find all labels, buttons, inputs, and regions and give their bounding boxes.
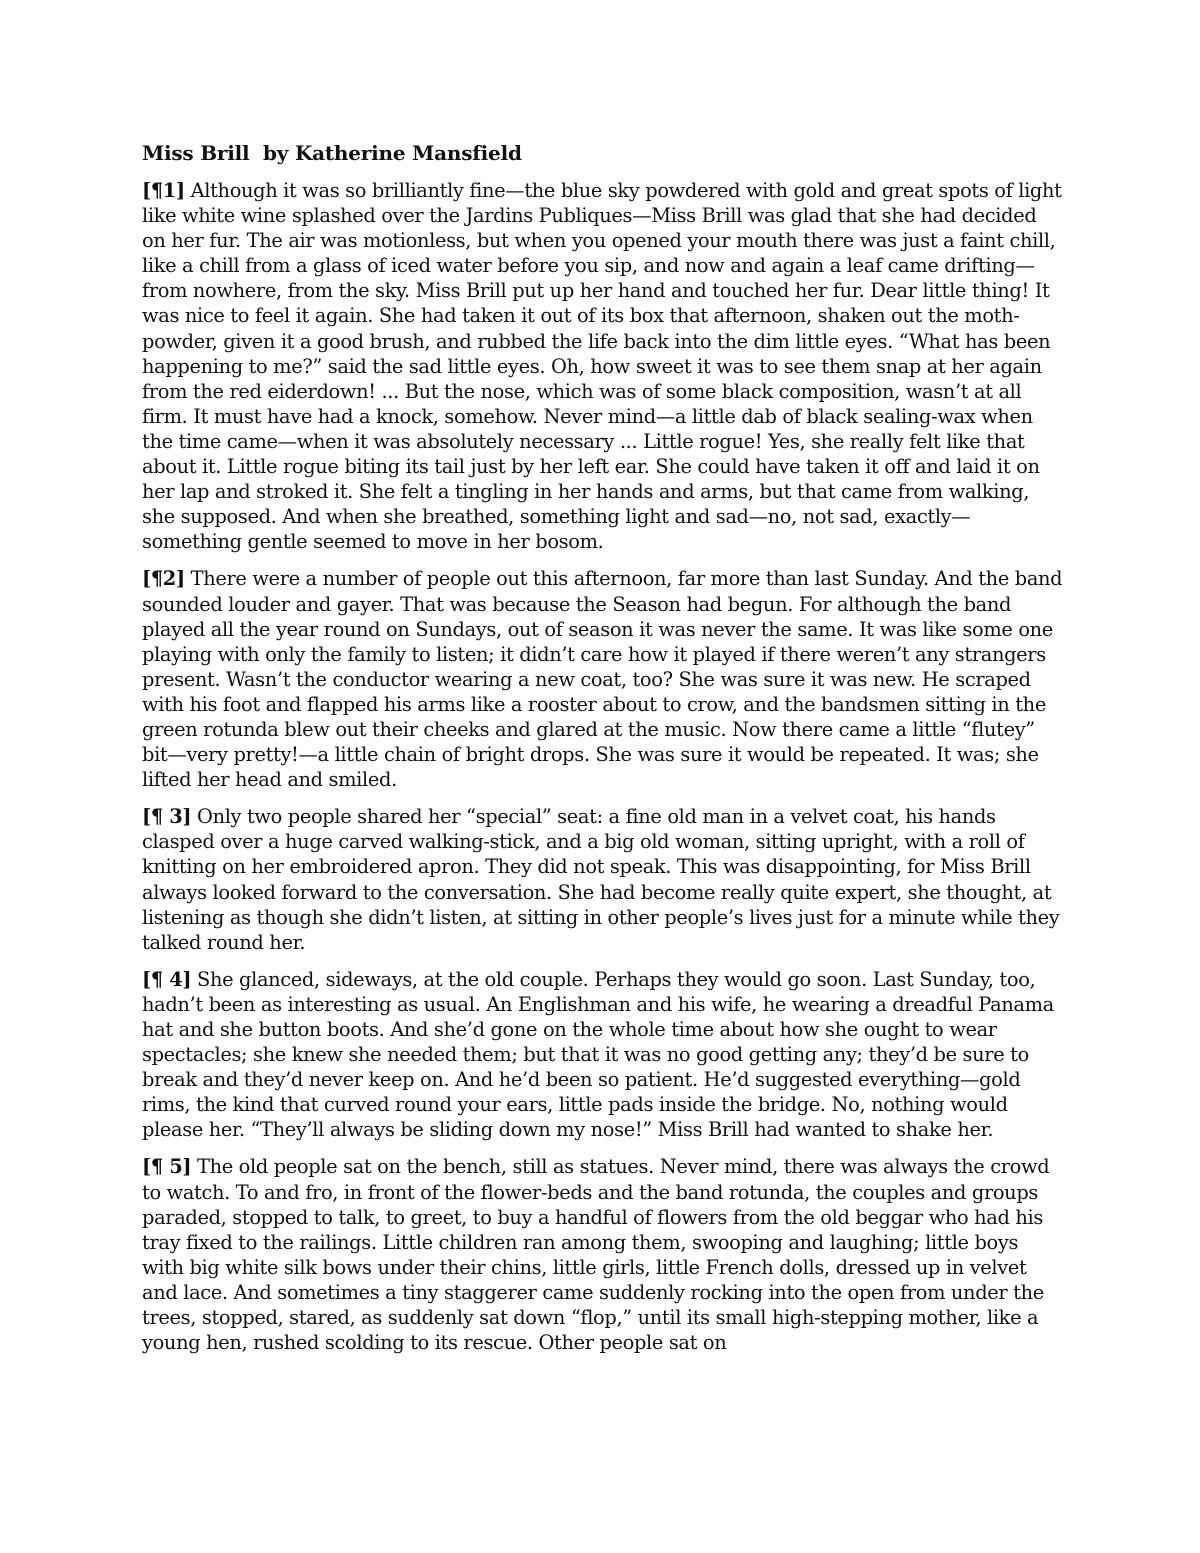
paragraph-text: There were a number of people out this afternoon, far more than last Sunday. And the band sounded louder and gayer. That was because the Season had begun. For although the band played all the year round on Sundays, out of season it was never the same. It was like some one playing with only the family to listen; it didn’t care how it played if there weren’t any strangers present. Wasn’t the conductor wearing a new coat, too? She was sure it was new. He scraped with his foot and flapped his arms like a rooster about to crow, and the bandsmen sitting in the green rotunda blew out their cheeks and glared at the music. Now there came a little “flutey” bit—very pretty!—a little chain of bright drops. She was sure it would be repeated. It was; she lifted her head and smiled. (142, 567, 1063, 792)
paragraph-text: Although it was so brilliantly fine—the blue sky powdered with gold and great spots of light like white wine splashed over the Jardins Publiques—Miss Brill was glad that she had decided on her fur. The air was motionless, but when you opened your mouth there was just a faint chill, like a chill from a glass of iced water before you sip, and now and again a leaf came drifting—from nowhere, from the sky. Miss Brill put up her hand and touched her fur. Dear little thing! It was nice to feel it again. She had taken it out of its box that afternoon, shaken out the moth-powder, given it a good brush, and rubbed the life back into the dim little eyes. “What has been happening to me?” said the sad little eyes. Oh, how sweet it was to see them snap at her again from the red eiderdown! ... But the nose, which was of some black composition, wasn’t at all firm. It must have had a knock, somehow. Never mind—a little dab of black sealing-wax when the time came—when it was absolutely necessary ... Little rogue! Yes, she really felt like that about it. Little rogue biting its tail just by her left ear. She could have taken it off and laid it on her lap and stroked it. She felt a tingling in her hands and arms, but that came from walking, she supposed. And when she breathed, something light and sad—no, not sad, exactly—something gentle seemed to move in her bosom. (142, 179, 1062, 554)
paragraph-marker: [¶ 5] (142, 1155, 192, 1179)
paragraph-text: Only two people shared her “special” seat: a fine old man in a velvet coat, his hands clasped over a huge carved walking-stick, and a big old woman, sitting upright, with a roll of knitting on her embroidered apron. They did not speak. This was disappointing, for Miss Brill always looked forward to the conversation. She had become really quite expert, she thought, at listening as though she didn’t listen, at sitting in other people’s lives just for a minute while they talked round her. (142, 805, 1060, 954)
paragraph-marker: [¶2] (142, 567, 185, 591)
paragraph-text: The old people sat on the bench, still as statues. Never mind, there was always the crowd to watch. To and fro, in front of the flower-beds and the band rotunda, the couples and groups paraded, stopped to talk, to greet, to buy a handful of flowers from the old beggar who had his tray fixed to the railings. Little children ran among them, swooping and laughing; little boys with big white silk bows under their chins, little girls, little French dolls, dressed up in velvet and lace. And sometimes a tiny staggerer came suddenly rocking into the open from under the trees, stopped, stared, as suddenly sat down “flop,” until its small high-stepping mother, like a young hen, rushed scolding to its rescue. Other people sat on (142, 1155, 1050, 1355)
paragraph-marker: [¶ 3] (142, 805, 192, 829)
paragraph-text: She glanced, sideways, at the old couple. Perhaps they would go soon. Last Sunday, too, hadn’t been as interesting as usual. An Englishman and his wife, he wearing a dreadful Panama hat and she button boots. And she’d gone on the whole time about how she ought to wear spectacles; she knew she needed them; but that it was no good getting any; they’d be sure to break and they’d never keep on. And he’d been so patient. He’d suggested everything—gold rims, the kind that curved round your ears, little pads inside the bridge. No, nothing would please her. “They’ll always be sliding down my nose!” Miss Brill had wanted to shake her. (142, 967, 1054, 1142)
paragraph-4 (142, 967, 1064, 1143)
paragraph-1 (142, 178, 1064, 554)
paragraph-marker: [¶1] (142, 179, 185, 202)
paragraph-3 (142, 804, 1064, 955)
paragraph-marker: [¶ 4] (142, 967, 192, 991)
paragraph-2 (142, 566, 1064, 792)
document-page (142, 139, 1064, 1367)
document-title: Miss Brill by Katherine Mansfield (142, 141, 522, 165)
paragraph-5 (142, 1154, 1064, 1355)
